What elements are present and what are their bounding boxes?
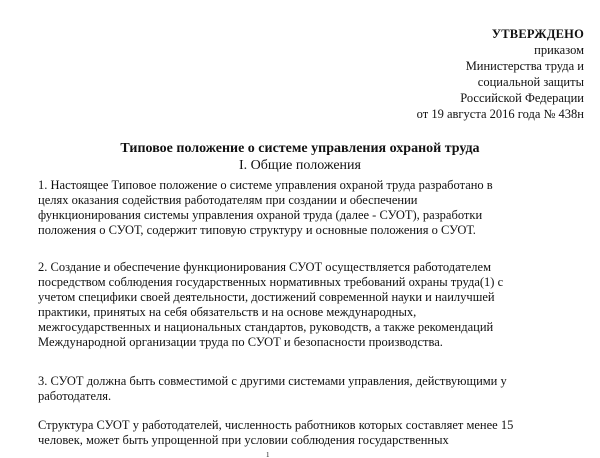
- section-heading: I. Общие положения: [239, 158, 361, 173]
- approval-line: Российской Федерации: [460, 91, 584, 105]
- approval-line: приказом: [534, 43, 584, 57]
- paragraph-3: 3. СУОТ должна быть совместимой с другими системами управления, действующими у работодателя.: [38, 374, 507, 403]
- paragraph-4: Структура СУОТ у работодателей, численность работников которых составляет менее 15 человек, может быть упрощенной при условии соблюдения государственных: [38, 418, 514, 447]
- paragraph-2: 2. Создание и обеспечение функционирования СУОТ осуществляется работодателем посредством соблюдения государственных нормативных требований охраны труда(1) с учетом специфики своей деятельности, достижений современной науки и наилучшей практики, принятых на себя обязательств и на основе международных, межгосударственных и национальных стандартов, руководств, а также рекомендаций Международной организации труда по СУОТ и безопасности производства.: [38, 260, 504, 349]
- approval-block: [344, 26, 584, 122]
- approval-line: Министерства труда и: [465, 59, 584, 73]
- paragraph-1: 1. Настоящее Типовое положение о системе управления охраной труда разработано в целях оказания содействия работодателям при создании и обеспечении функционирования системы управления охраной труда (далее - СУОТ), разработки положения о СУОТ, содержит типовую структуру и основные положения о СУОТ.: [38, 178, 493, 237]
- page-number: 1: [266, 451, 270, 458]
- document-title: Типовое положение о системе управления охраной труда: [120, 141, 480, 156]
- approval-line: от 19 августа 2016 года № 438н: [416, 107, 584, 121]
- approval-line: социальной защиты: [477, 75, 584, 89]
- approval-heading: УТВЕРЖДЕНО: [491, 27, 584, 41]
